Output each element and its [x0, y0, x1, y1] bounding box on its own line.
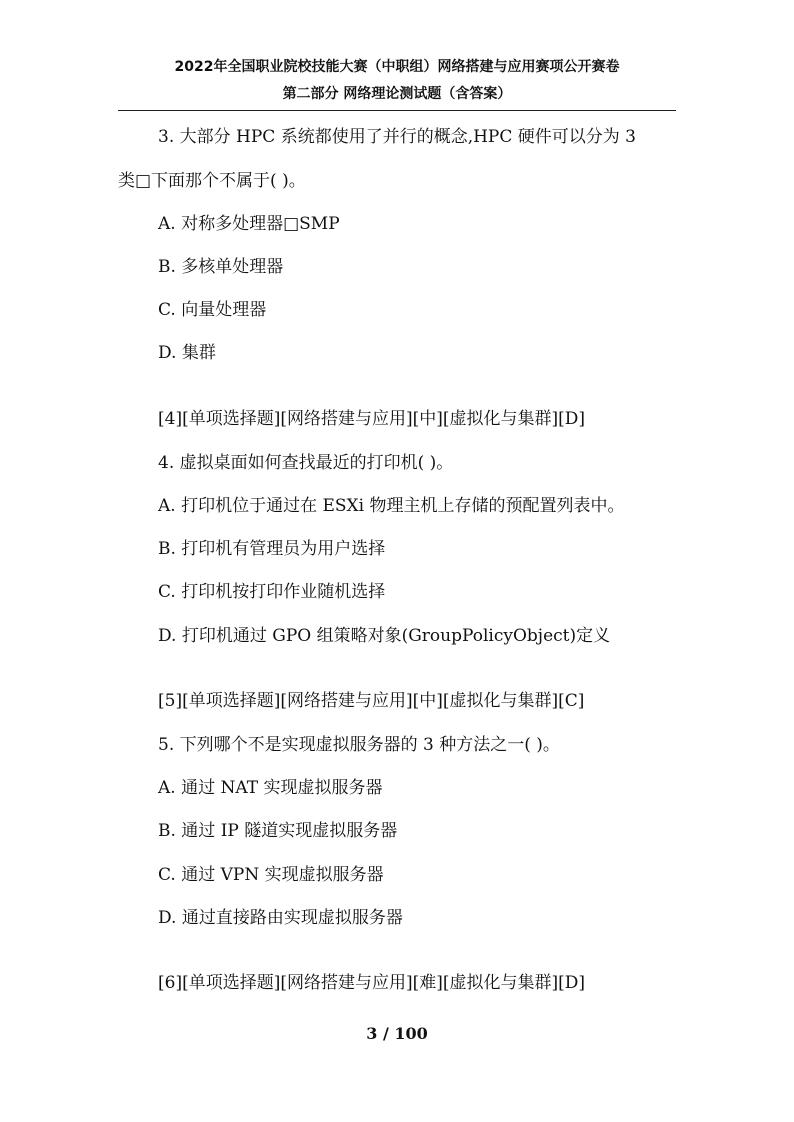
question-3-option-b: B. 多核单处理器 [158, 257, 284, 277]
question-4-tag: [4][单项选择题][网络搭建与应用][中][虚拟化与集群][D] [158, 409, 586, 429]
question-4-option-d: D. 打印机通过 GPO 组策略对象(GroupPolicyObject)定义 [158, 626, 611, 646]
question-4-option-b: B. 打印机有管理员为用户选择 [158, 539, 386, 559]
question-3-stem-line2: 类□下面那个不属于( )。 [118, 171, 306, 191]
question-4-option-c: C. 打印机按打印作业随机选择 [158, 582, 386, 602]
page-number: 3 / 100 [366, 1024, 428, 1043]
document-header-subtitle: 第二部分 网络理论测试题（含答案） [282, 86, 512, 102]
question-3-option-c: C. 向量处理器 [158, 300, 267, 320]
question-6-tag: [6][单项选择题][网络搭建与应用][难][虚拟化与集群][D] [158, 973, 586, 993]
question-4-option-a: A. 打印机位于通过在 ESXi 物理主机上存储的预配置列表中。 [158, 496, 625, 516]
question-3-stem-line1: 3. 大部分 HPC 系统都使用了并行的概念,HPC 硬件可以分为 3 [158, 127, 636, 147]
question-5-option-d: D. 通过直接路由实现虚拟服务器 [158, 908, 403, 928]
question-3-option-a: A. 对称多处理器□SMP [158, 214, 340, 234]
question-4-stem: 4. 虚拟桌面如何查找最近的打印机( )。 [158, 453, 454, 473]
question-5-option-c: C. 通过 VPN 实现虚拟服务器 [158, 865, 384, 885]
question-5-option-a: A. 通过 NAT 实现虚拟服务器 [158, 778, 383, 798]
question-3-option-d: D. 集群 [158, 343, 216, 363]
question-5-option-b: B. 通过 IP 隧道实现虚拟服务器 [158, 821, 398, 841]
document-header-title: 2022年全国职业院校技能大赛（中职组）网络搭建与应用赛项公开赛卷 [174, 59, 620, 75]
question-5-stem: 5. 下列哪个不是实现虚拟服务器的 3 种方法之一( )。 [158, 735, 560, 755]
question-5-tag: [5][单项选择题][网络搭建与应用][中][虚拟化与集群][C] [158, 691, 585, 711]
